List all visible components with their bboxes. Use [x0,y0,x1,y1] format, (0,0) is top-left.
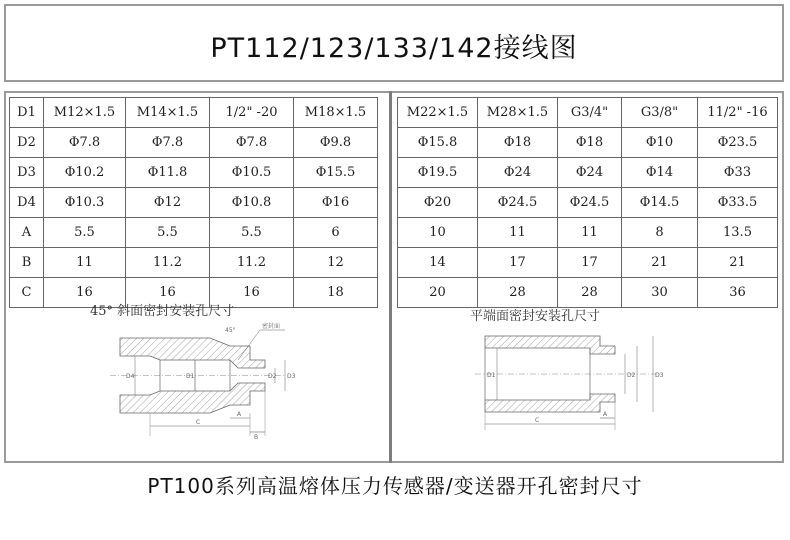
table-cell: 21 [622,248,698,278]
table-cell: 11 [478,218,558,248]
table-cell: Φ18 [558,128,622,158]
left_table-row [10,98,378,128]
row-label: A [10,218,44,248]
row-label: D1 [10,98,44,128]
table-cell: Φ23.5 [698,128,778,158]
table-cell: 10 [398,218,478,248]
table-cell: Φ7.8 [126,128,210,158]
table-cell: Φ10.8 [210,188,294,218]
table-cell: 21 [698,248,778,278]
table-cell: 11 [44,248,126,278]
left_table-row [10,188,378,218]
flat-seal-drawing [475,322,675,437]
table-cell: G3/8" [622,98,698,128]
table-cell: Φ24 [558,158,622,188]
table-cell: Φ14.5 [622,188,698,218]
table-cell: 16 [126,278,210,308]
left-spec-table [9,97,378,308]
left_table-row [10,218,378,248]
dim-d3-label: D3 [287,373,296,380]
table-cell: 16 [210,278,294,308]
table-cell: M28×1.5 [478,98,558,128]
dim-d3-label-right: D3 [655,372,664,379]
dim-d4-label: D4 [126,373,135,380]
row-label: D3 [10,158,44,188]
table-cell: Φ9.8 [294,128,378,158]
dim-d2-label-right: D2 [627,372,636,379]
left_table-row [10,128,378,158]
table-cell: 5.5 [126,218,210,248]
title-box [4,4,784,82]
table-cell: Φ33.5 [698,188,778,218]
right_table-row [398,158,778,188]
table-cell: 36 [698,278,778,308]
table-cell: Φ12 [126,188,210,218]
row-label: B [10,248,44,278]
table-cell: Φ14 [622,158,698,188]
table-cell: Φ7.8 [44,128,126,158]
seal-face-label: 密封面 [262,323,281,330]
table-cell: 17 [558,248,622,278]
table-cell: Φ16 [294,188,378,218]
table-cell: 11 [558,218,622,248]
table-cell: Φ24.5 [478,188,558,218]
table-cell: M14×1.5 [126,98,210,128]
left-diagram-caption: 45° 斜面密封安装孔尺寸 [90,304,235,319]
table-cell: G3/4" [558,98,622,128]
table-cell: Φ18 [478,128,558,158]
row-label: C [10,278,44,308]
table-cell: Φ7.8 [210,128,294,158]
row-label: D4 [10,188,44,218]
dim-c-label: C [196,419,201,426]
table-cell: M18×1.5 [294,98,378,128]
right_table-row [398,218,778,248]
table-cell: 30 [622,278,698,308]
right_table-row [398,128,778,158]
table-cell: M22×1.5 [398,98,478,128]
right_table-row [398,248,778,278]
angle-label: 45° [225,327,236,334]
right_table-row [398,98,778,128]
table-cell: 13.5 [698,218,778,248]
table-cell: Φ20 [398,188,478,218]
dim-b-label: B [254,434,259,441]
table-cell: Φ15.8 [398,128,478,158]
table-cell: Φ33 [698,158,778,188]
table-cell: 8 [622,218,698,248]
dim-d1-label: D1 [186,373,195,380]
table-cell: Φ15.5 [294,158,378,188]
dim-c-label-right: C [535,417,540,424]
column-separator [389,91,392,463]
table-cell: 6 [294,218,378,248]
table-cell: Φ24 [478,158,558,188]
table-cell: 5.5 [44,218,126,248]
right_table-row [398,188,778,218]
table-cell: Φ10.3 [44,188,126,218]
table-cell: 5.5 [210,218,294,248]
table-cell: Φ10 [622,128,698,158]
table-cell: 28 [558,278,622,308]
table-cell: 28 [478,278,558,308]
dim-a-label-right: A [603,411,608,418]
table-cell: 18 [294,278,378,308]
table-cell: 12 [294,248,378,278]
dim-d1-label-right: D1 [487,372,496,379]
dim-a-label: A [237,411,242,418]
footer-caption: PT100系列高温熔体压力传感器/变送器开孔密封尺寸 [147,474,643,498]
right_table-row [398,278,778,308]
bevel-seal-drawing [100,318,300,443]
table-cell: Φ10.2 [44,158,126,188]
table-cell: Φ11.8 [126,158,210,188]
table-cell: 16 [44,278,126,308]
table-cell: 11/2" -16 [698,98,778,128]
table-cell: Φ10.5 [210,158,294,188]
dim-d2-label: D2 [268,373,277,380]
table-cell: 11.2 [210,248,294,278]
left_table-row [10,248,378,278]
table-cell: 14 [398,248,478,278]
table-cell: Φ19.5 [398,158,478,188]
table-cell: M12×1.5 [44,98,126,128]
table-cell: 1/2" -20 [210,98,294,128]
page-title: PT112/123/133/142接线图 [210,33,578,64]
right-spec-table [397,97,778,308]
left_table-row [10,158,378,188]
right-diagram-caption: 平端面密封安装孔尺寸 [470,309,601,324]
row-label: D2 [10,128,44,158]
table-cell: Φ24.5 [558,188,622,218]
table-cell: 11.2 [126,248,210,278]
table-cell: 20 [398,278,478,308]
table-cell: 17 [478,248,558,278]
